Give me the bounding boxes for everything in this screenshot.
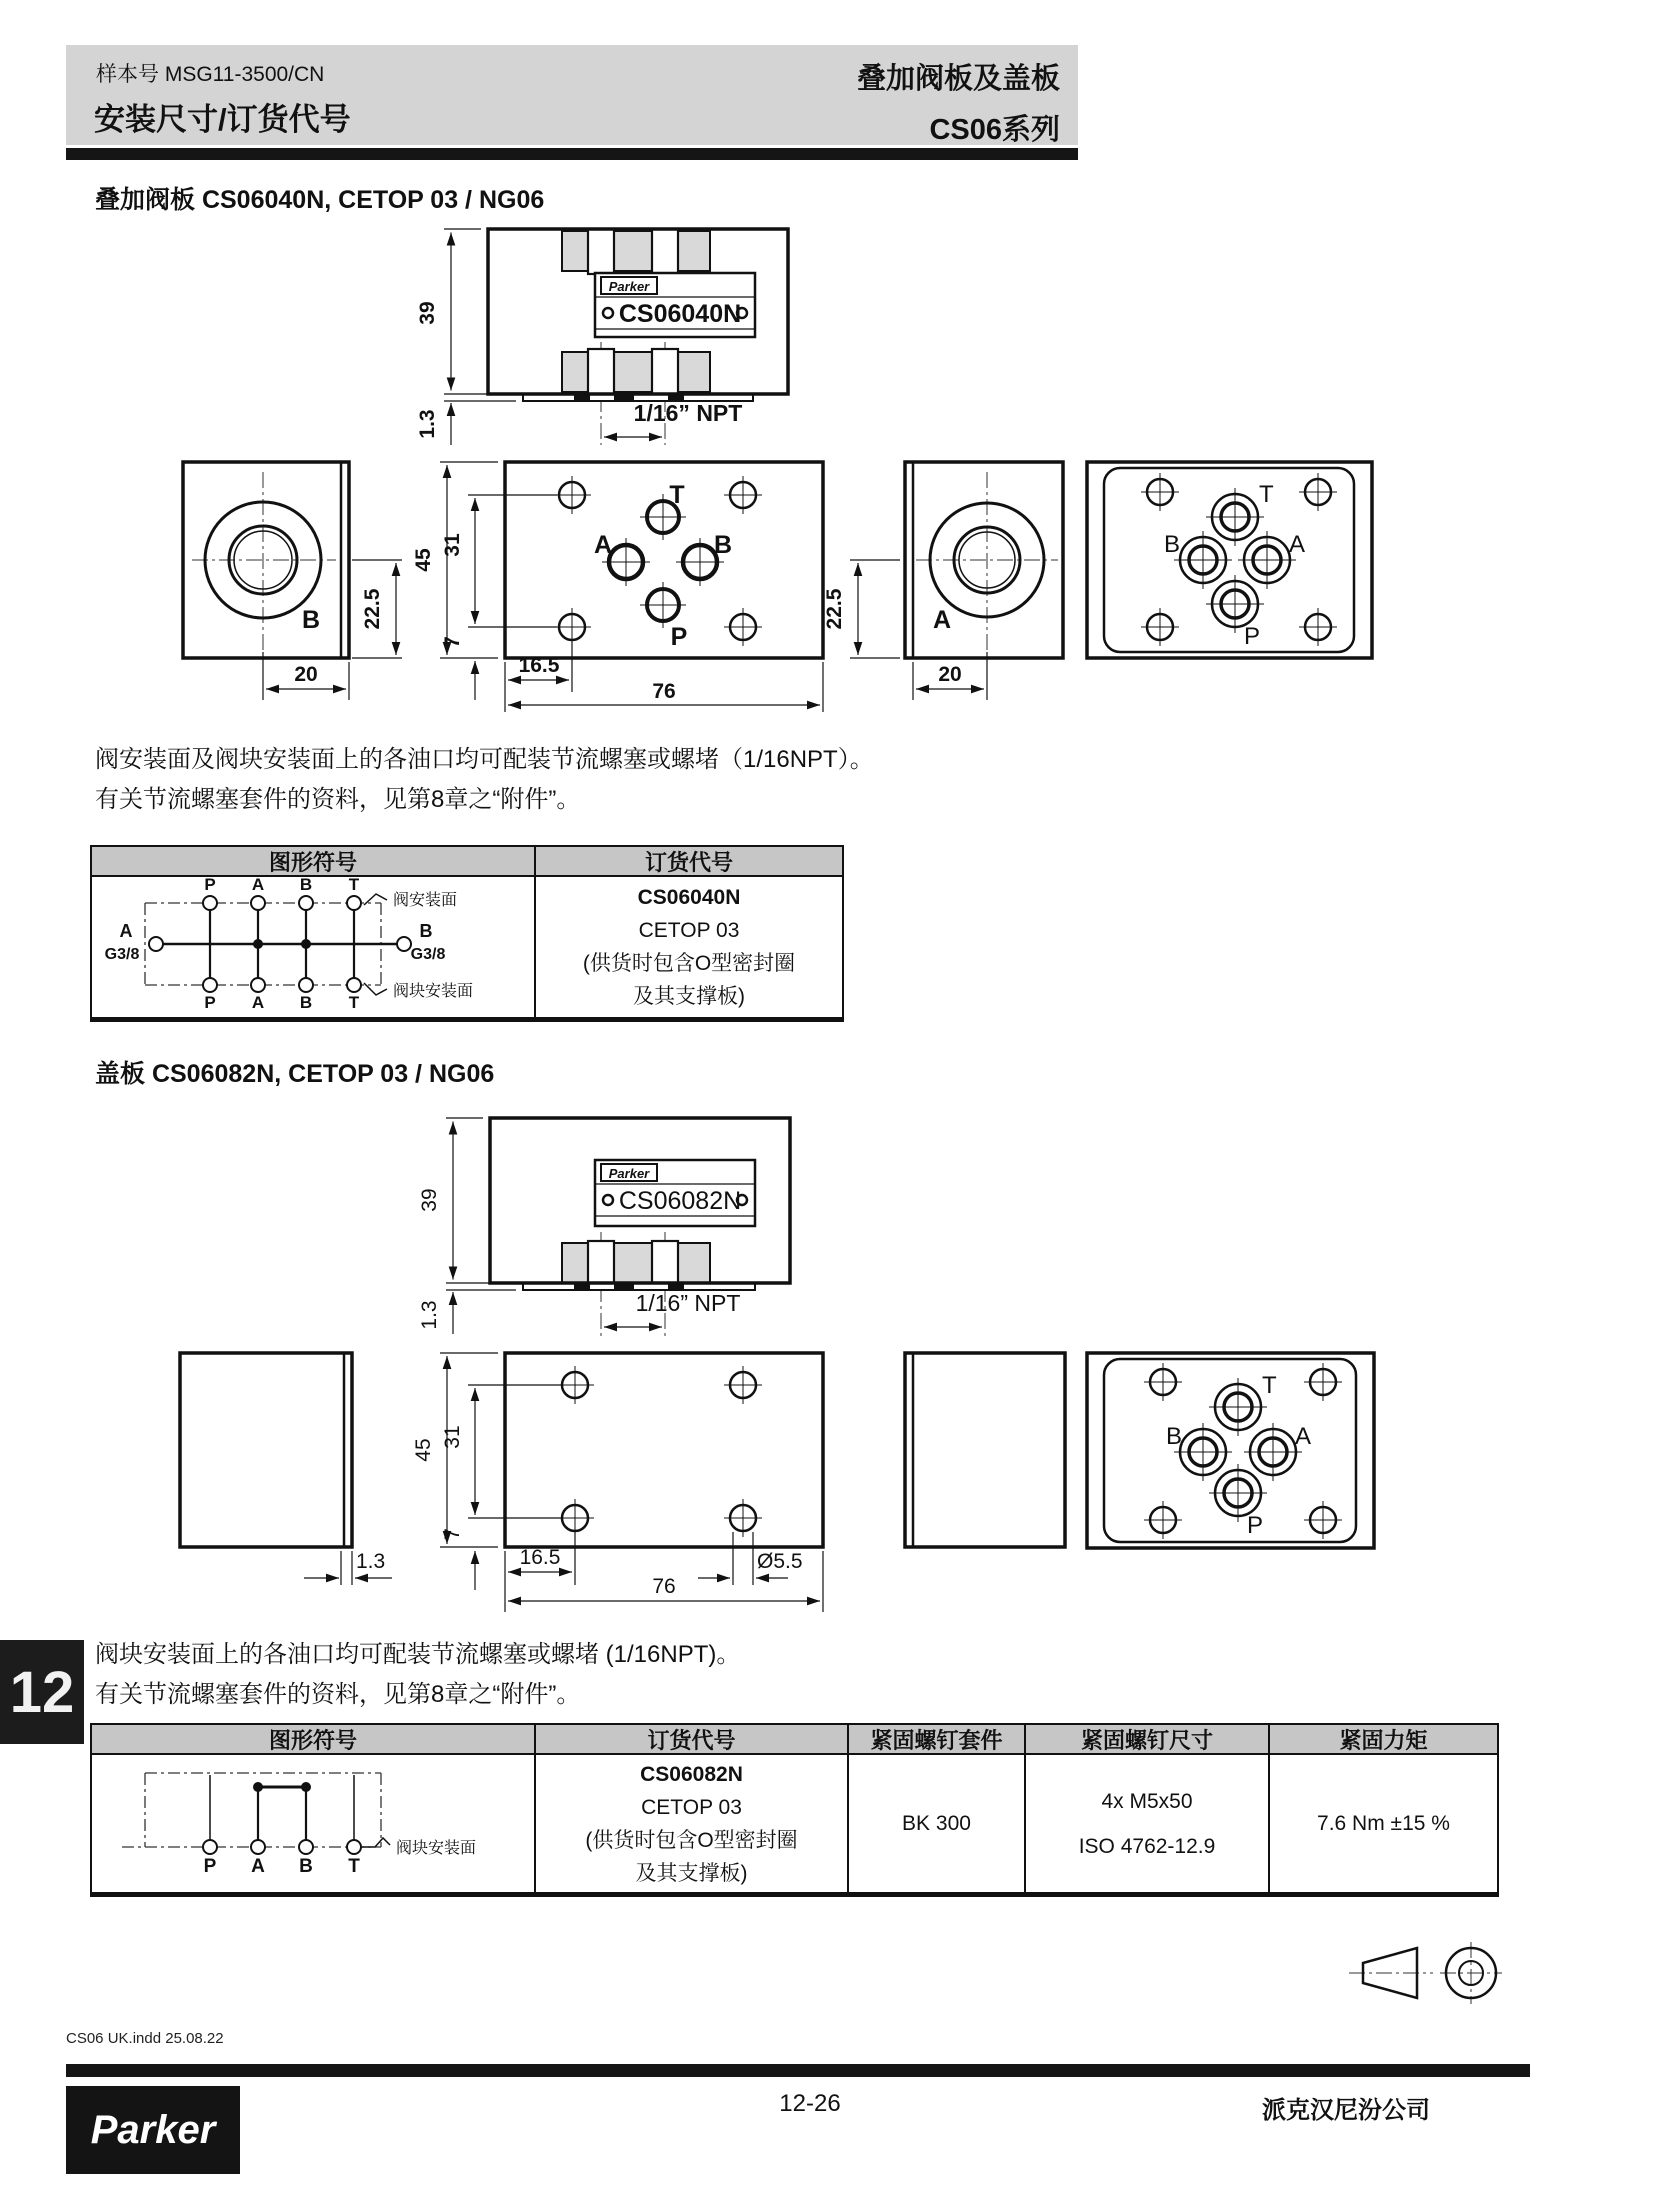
dim2-16-5: 16.5 [519,1546,561,1569]
sym-face-bottom: 阀块安装面 [393,983,474,1000]
plan-port-a: A [593,531,613,559]
sym-bot-t: T [348,993,360,1012]
sym2-face: 阀块安装面 [396,1840,477,1857]
product-title: 叠加阀板及盖板 [856,63,1060,95]
chapter-tab: 12 [0,1640,84,1744]
plan-port-t: T [669,481,685,509]
sym2-a: A [251,1856,265,1877]
order2-code: CS06082N [640,1762,743,1786]
bottom-port-t: T [1259,481,1274,508]
note-line-1: 阀安装面及阀块安装面上的各油口均可配装节流螺塞或螺堵（1/16NPT）。 [95,746,874,773]
bottom-port-b: B [1164,531,1181,558]
order-table-sandwich [90,845,844,1022]
sym-face-top: 阀安装面 [393,892,458,909]
cover-port-b: B [1166,1423,1183,1450]
sym-top-b: B [299,875,313,894]
side-view-port-a [905,462,1063,700]
company-name: 派克汉尼汾公司 [1262,2097,1430,2124]
plan-view-sandwich [412,462,900,712]
order-note-1: (供货时包含O型密封圈 [582,952,796,975]
sandwich-symbol [92,877,536,1015]
cover-port-p: P [1247,1512,1264,1539]
col2-torque: 紧固力矩 [1270,1725,1497,1755]
order-table-cover [90,1723,1499,1897]
col-order: 订货代号 [536,847,842,877]
sym-top-p: P [204,875,216,894]
note2-line-1: 阀块安装面上的各油口均可配装节流螺塞或螺堵 (1/16NPT)。 [95,1641,741,1668]
dim-1-3: 1.3 [416,409,439,439]
col2-kit: 紧固螺钉套件 [849,1725,1026,1755]
order2-note-1: (供货时包含O型密封圈 [585,1828,798,1852]
nameplate-code: CS06040N [618,300,742,328]
bottom-face-view-cover [1087,1353,1374,1548]
order-std: CETOP 03 [638,919,740,942]
nameplate-brand-2: Parker [608,1166,650,1181]
dim-20: 20 [294,663,318,686]
dim-45: 45 [412,548,435,572]
sym-right-thread: G3/8 [410,946,446,963]
side-view-cover-right [905,1353,1065,1547]
port-a-label: A [933,606,952,634]
dim-22-5: 22.5 [361,588,384,630]
dim2-39: 39 [418,1188,441,1212]
dim-22-5-right: 22.5 [823,588,846,630]
plan-port-p: P [670,623,688,651]
header-rule [66,148,1078,160]
bolt-size-1: 4x M5x50 [1101,1789,1193,1813]
side-view-port-b [183,462,402,700]
col-symbol: 图形符号 [92,847,536,877]
sym-top-t: T [348,875,360,894]
bottom-port-p: P [1244,623,1261,650]
note2-line-2: 有关节流螺塞套件的资料，见第8章之“附件”。 [95,1681,581,1708]
dim-39: 39 [416,301,439,325]
sym-top-a: A [251,875,265,894]
dim-20-right: 20 [938,663,962,686]
dim2-dia: Ø5.5 [757,1550,803,1573]
dim2-45: 45 [412,1438,435,1462]
order2-note-2: 及其支撑板) [635,1861,748,1885]
sym-bot-p: P [204,993,216,1012]
dim2-1-3: 1.3 [418,1300,441,1330]
sym-right-port: B [419,921,433,941]
plan-view-cover [412,1353,823,1612]
col2-symbol: 图形符号 [92,1725,536,1755]
note-line-2: 有关节流螺塞套件的资料，见第8章之“附件”。 [95,786,581,813]
header-right [620,56,1060,148]
symbol-cell [92,877,536,1017]
bolt-size-cell [1026,1755,1270,1892]
dim-31: 31 [441,533,464,557]
dim-76: 76 [652,680,676,703]
bolt-kit-cell: BK 300 [849,1755,1026,1892]
order-code-cell [536,877,842,1017]
page-title: 安装尺寸/订货代号 [94,102,351,137]
sym-left-port: A [119,921,133,941]
order2-std: CETOP 03 [641,1795,742,1819]
dim-16-5: 16.5 [518,654,560,677]
nameplate-brand: Parker [608,279,650,294]
dim2-76: 76 [652,1575,676,1598]
dim-7: 7 [441,636,464,648]
sym-bot-a: A [251,993,265,1012]
sandwich-plate-drawing [160,222,1390,722]
dim-npt: 1/16” NPT [633,400,743,426]
dim2-edge-1-3: 1.3 [356,1550,386,1573]
sym-left-thread: G3/8 [104,946,140,963]
side-view-cover-left [180,1353,392,1585]
col2-order: 订货代号 [536,1725,849,1755]
footer-rule [66,2064,1530,2077]
port-b-label: B [302,606,321,634]
cover-port-a: A [1295,1423,1312,1450]
bottom-face-view-sandwich [1087,462,1372,658]
sym2-p: P [203,1856,217,1877]
symbol2-cell [92,1755,536,1892]
cover-symbol [92,1755,536,1890]
dim2-31: 31 [441,1425,464,1449]
file-note: CS06 UK.indd 25.08.22 [66,2030,224,2047]
order-note-2: 及其支撑板) [633,985,745,1008]
cover-plate-drawing [160,1110,1390,1620]
parker-logo: Parker [66,2086,240,2174]
note-sandwich [95,740,874,820]
dim2-7: 7 [441,1528,464,1540]
front-view-cover [418,1118,790,1338]
dim2-npt: 1/16” NPT [635,1290,741,1316]
projection-symbol [1345,1938,1515,2008]
cover-port-t: T [1262,1372,1277,1399]
order-code: CS06040N [637,886,741,909]
section2-title: 盖板 CS06082N, CETOP 03 / NG06 [95,1060,495,1088]
note-cover [95,1635,740,1715]
sym-bot-b: B [299,993,313,1012]
front-view-sandwich [416,229,788,445]
doc-number: 样本号 MSG11-3500/CN [96,63,325,86]
section1-title: 叠加阀板 CS06040N, CETOP 03 / NG06 [95,186,545,214]
sym2-t: T [348,1856,360,1877]
nameplate-code-2: CS06082N [618,1187,742,1215]
order2-code-cell [536,1755,849,1892]
bolt-size-2: ISO 4762-12.9 [1078,1834,1216,1858]
plan-port-b: B [713,531,733,559]
series-title: CS06系列 [929,114,1060,146]
sym2-b: B [299,1856,313,1877]
bottom-port-a: A [1289,531,1306,558]
torque-cell: 7.6 Nm ±15 % [1317,1812,1450,1835]
page-number: 12-26 [779,2090,841,2117]
col2-size: 紧固螺钉尺寸 [1026,1725,1270,1755]
